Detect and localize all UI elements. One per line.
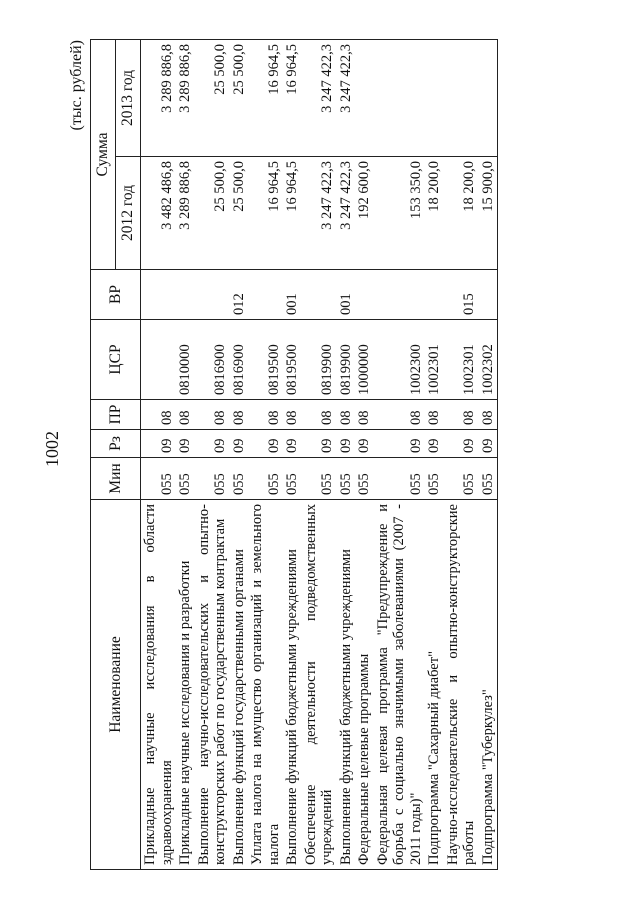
cell-2013: 3 289 886,8	[176, 39, 195, 156]
cell-name: Научно-исследовательские и опытно-конструкторские работы	[444, 500, 479, 870]
cell-csr: 1002301	[425, 320, 444, 400]
cell-pr: 08	[230, 400, 249, 430]
cell-name: Федеральная целевая программа "Предупреждение и борьба с социально значимыми заболеваниями (2007 - 2011 годы)"	[374, 500, 426, 870]
cell-rz: 09	[195, 430, 230, 458]
cell-pr: 08	[248, 400, 283, 430]
cell-vr: 012	[230, 270, 249, 320]
cell-min: 055	[479, 458, 498, 500]
cell-min: 055	[337, 458, 356, 500]
cell-2013	[374, 39, 426, 156]
cell-pr: 08	[374, 400, 426, 430]
cell-min: 055	[425, 458, 444, 500]
cell-2012: 25 500,0	[195, 157, 230, 270]
cell-2012: 3 247 422,3	[302, 157, 337, 270]
cell-vr	[141, 270, 177, 320]
cell-2013: 16 964,5	[248, 39, 283, 156]
cell-min: 055	[176, 458, 195, 500]
cell-2013: 25 500,0	[230, 39, 249, 156]
header-name: Наименование	[91, 500, 141, 870]
cell-2013	[479, 39, 498, 156]
table-row	[479, 39, 498, 869]
page-number: 1002	[42, 431, 62, 467]
cell-2013: 3 289 886,8	[141, 39, 177, 156]
table-body	[141, 39, 498, 869]
cell-2012: 3 482 486,8	[141, 157, 177, 270]
cell-pr: 08	[337, 400, 356, 430]
cell-vr: 001	[283, 270, 302, 320]
cell-rz: 09	[444, 430, 479, 458]
cell-csr: 0819500	[283, 320, 302, 400]
table-row	[302, 39, 337, 869]
cell-2013: 3 247 422,3	[302, 39, 337, 156]
table-row	[425, 39, 444, 869]
cell-vr	[374, 270, 426, 320]
cell-min: 055	[283, 458, 302, 500]
budget-table	[90, 39, 498, 870]
cell-pr: 08	[444, 400, 479, 430]
header-rz: Рз	[91, 430, 141, 458]
cell-name: Прикладные научные исследования и разработки	[176, 500, 195, 870]
cell-rz: 09	[479, 430, 498, 458]
cell-2013: 16 964,5	[283, 39, 302, 156]
header-vr: ВР	[91, 270, 141, 320]
cell-rz: 09	[302, 430, 337, 458]
cell-vr	[248, 270, 283, 320]
cell-pr: 08	[355, 400, 374, 430]
cell-csr: 0819900	[337, 320, 356, 400]
cell-pr: 08	[479, 400, 498, 430]
cell-2013	[355, 39, 374, 156]
cell-rz: 09	[283, 430, 302, 458]
table-row	[176, 39, 195, 869]
cell-name: Выполнение функций бюджетными учреждениями	[337, 500, 356, 870]
cell-2012: 3 247 422,3	[337, 157, 356, 270]
cell-csr: 1002302	[479, 320, 498, 400]
cell-name: Подпрограмма "Туберкулез"	[479, 500, 498, 870]
cell-2013	[444, 39, 479, 156]
cell-name: Прикладные научные исследования в области здравоохранения	[141, 500, 177, 870]
cell-csr: 0816900	[230, 320, 249, 400]
table-row	[374, 39, 426, 869]
header-csr: ЦСР	[91, 320, 141, 400]
cell-min: 055	[355, 458, 374, 500]
table-header	[91, 39, 141, 869]
cell-min: 055	[230, 458, 249, 500]
cell-pr: 08	[283, 400, 302, 430]
cell-min: 055	[302, 458, 337, 500]
cell-name: Выполнение научно-исследовательских и опытно-конструкторских работ по государственным контрактам	[195, 500, 230, 870]
cell-pr: 08	[195, 400, 230, 430]
header-min: Мин	[91, 458, 141, 500]
header-year-2013: 2013 год	[116, 39, 141, 156]
cell-rz: 09	[425, 430, 444, 458]
cell-2012: 16 964,5	[248, 157, 283, 270]
cell-2013: 25 500,0	[195, 39, 230, 156]
cell-min: 055	[248, 458, 283, 500]
table-row	[230, 39, 249, 869]
cell-pr: 08	[425, 400, 444, 430]
cell-rz: 09	[374, 430, 426, 458]
table-row	[141, 39, 177, 869]
cell-csr: 1002300	[374, 320, 426, 400]
cell-pr: 08	[176, 400, 195, 430]
rotated-table-sheet	[68, 40, 556, 870]
cell-2012: 192 600,0	[355, 157, 374, 270]
cell-name: Выполнение функций бюджетными учреждениями	[283, 500, 302, 870]
cell-name: Подпрограмма "Сахарный диабет"	[425, 500, 444, 870]
cell-min: 055	[195, 458, 230, 500]
cell-csr: 0816900	[195, 320, 230, 400]
cell-rz: 09	[176, 430, 195, 458]
cell-name: Федеральные целевые программы	[355, 500, 374, 870]
cell-min: 055	[374, 458, 426, 500]
cell-rz: 09	[355, 430, 374, 458]
cell-csr: 0810000	[176, 320, 195, 400]
cell-min: 055	[444, 458, 479, 500]
table-row	[195, 39, 230, 869]
cell-vr	[176, 270, 195, 320]
cell-vr: 015	[444, 270, 479, 320]
cell-name: Уплата налога на имущество организаций и земельного налога	[248, 500, 283, 870]
cell-csr	[141, 320, 177, 400]
cell-vr: 001	[337, 270, 356, 320]
cell-pr: 08	[141, 400, 177, 430]
cell-pr: 08	[302, 400, 337, 430]
header-year-2012: 2012 год	[116, 157, 141, 270]
cell-2012: 15 900,0	[479, 157, 498, 270]
cell-2012: 153 350,0	[374, 157, 426, 270]
table-row	[283, 39, 302, 869]
cell-2012: 16 964,5	[283, 157, 302, 270]
cell-vr	[425, 270, 444, 320]
cell-vr	[479, 270, 498, 320]
units-label: (тыс. рублей)	[68, 40, 85, 131]
cell-csr: 0819500	[248, 320, 283, 400]
cell-rz: 09	[230, 430, 249, 458]
table-row	[355, 39, 374, 869]
cell-name: Выполнение функций государственными органами	[230, 500, 249, 870]
table-row	[337, 39, 356, 869]
cell-vr	[302, 270, 337, 320]
table-row	[444, 39, 479, 869]
cell-rz: 09	[337, 430, 356, 458]
cell-2013: 3 247 422,3	[337, 39, 356, 156]
cell-min: 055	[141, 458, 177, 500]
table-row	[248, 39, 283, 869]
cell-vr	[355, 270, 374, 320]
header-sum: Сумма	[91, 39, 116, 269]
header-pr: ПР	[91, 400, 141, 430]
cell-csr: 1000000	[355, 320, 374, 400]
cell-rz: 09	[248, 430, 283, 458]
cell-name: Обеспечение деятельности подведомственных учреждений	[302, 500, 337, 870]
cell-2012: 18 200,0	[444, 157, 479, 270]
cell-2012: 25 500,0	[230, 157, 249, 270]
cell-2013	[425, 39, 444, 156]
cell-2012: 18 200,0	[425, 157, 444, 270]
cell-csr: 0819900	[302, 320, 337, 400]
cell-csr: 1002301	[444, 320, 479, 400]
cell-2012: 3 289 886,8	[176, 157, 195, 270]
cell-vr	[195, 270, 230, 320]
cell-rz: 09	[141, 430, 177, 458]
